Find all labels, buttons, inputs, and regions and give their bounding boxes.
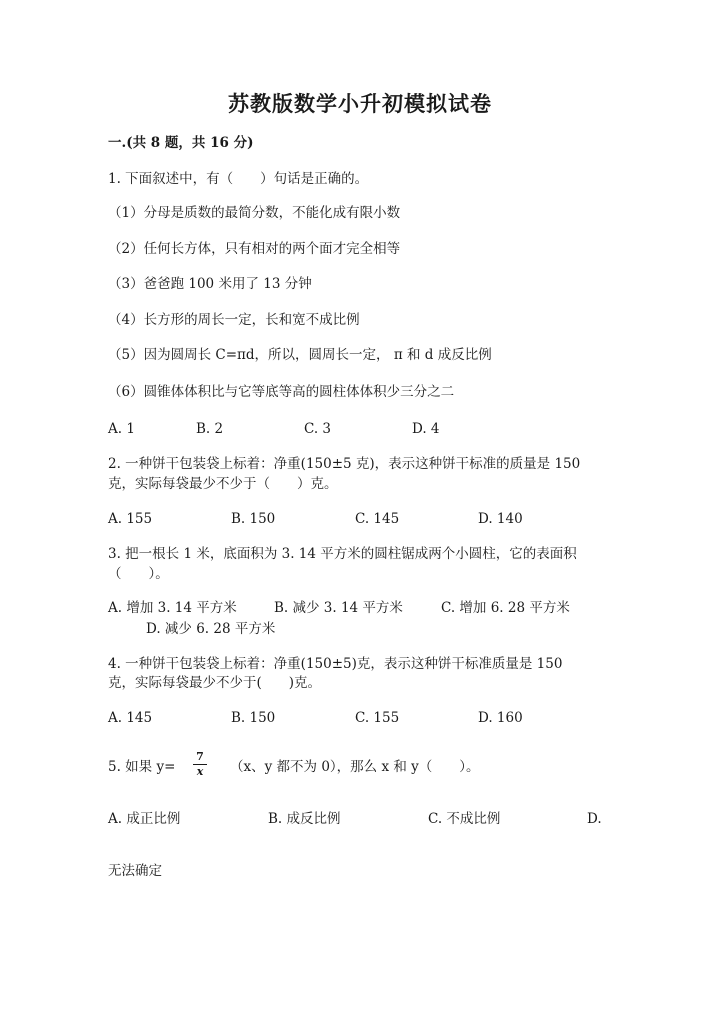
q1-option-c: C. 3 xyxy=(304,421,332,437)
q2-stem-line1: 2. 一种饼干包装袋上标着：净重(150±5 克)，表示这种饼干标准的质量是 150 xyxy=(108,456,581,472)
q2-option-c: C. 145 xyxy=(355,511,400,527)
q4-option-d: D. 160 xyxy=(478,710,523,726)
q5-option-c: C. 不成比例 xyxy=(428,811,501,827)
q5-fraction xyxy=(193,751,207,778)
q4-option-c: C. 155 xyxy=(355,710,400,726)
q2-stem-line2: 克，实际每袋最少不少于（ ）克。 xyxy=(108,476,338,492)
q2-option-a: A. 155 xyxy=(108,511,153,527)
q4-option-a: A. 145 xyxy=(108,710,153,726)
q1-statement: （1）分母是质数的最简分数，不能化成有限小数 xyxy=(108,205,401,221)
q1-option-a: A. 1 xyxy=(108,421,135,437)
q1-statement: （2）任何长方体，只有相对的两个面才完全相等 xyxy=(108,241,401,257)
q4-stem-line1: 4. 一种饼干包装袋上标着：净重(150±5)克，表示这种饼干标准质量是 150 xyxy=(108,656,563,672)
q5-option-b: B. 成反比例 xyxy=(268,811,341,827)
q4-stem-line2: 克，实际每袋最少不少于( )克。 xyxy=(108,675,322,691)
q5-fraction-denominator: x xyxy=(196,765,204,778)
q5-stem-prefix: 5. 如果 y= xyxy=(108,759,176,775)
page-title: 苏教版数学小升初模拟试卷 xyxy=(228,91,492,116)
q2-option-d: D. 140 xyxy=(478,511,523,527)
q3-option-c: C. 增加 6. 28 平方米 xyxy=(441,600,570,616)
q5-fraction-numerator: 7 xyxy=(193,751,207,765)
q3-stem-line2: （ ）。 xyxy=(108,566,169,582)
q5-option-d: D. xyxy=(587,811,602,827)
q5-stem-suffix: （x、y 都不为 0），那么 x 和 y（ ）。 xyxy=(230,759,480,775)
q5-option-d-text: 无法确定 xyxy=(108,863,162,879)
q1-statement: （5）因为圆周长 C=πd，所以，圆周长一定， π 和 d 成反比例 xyxy=(108,347,492,363)
q2-option-b: B. 150 xyxy=(231,511,276,527)
q1-option-d: D. 4 xyxy=(412,421,440,437)
q1-statement: （4）长方形的周长一定，长和宽不成比例 xyxy=(108,312,360,328)
q1-option-b: B. 2 xyxy=(196,421,224,437)
q4-option-b: B. 150 xyxy=(231,710,276,726)
section-header: 一.(共 8 题，共 16 分) xyxy=(108,135,254,151)
q3-option-d: D. 减少 6. 28 平方米 xyxy=(146,621,276,637)
q3-option-b: B. 减少 3. 14 平方米 xyxy=(274,600,403,616)
q5-option-a: A. 成正比例 xyxy=(108,811,181,827)
q1-statement: （3）爸爸跑 100 米用了 13 分钟 xyxy=(108,276,312,292)
q3-option-a: A. 增加 3. 14 平方米 xyxy=(108,600,237,616)
q1-stem: 1. 下面叙述中，有（ ）句话是正确的。 xyxy=(108,171,369,187)
q3-stem-line1: 3. 把一根长 1 米，底面积为 3. 14 平方米的圆柱锯成两个小圆柱，它的表面积 xyxy=(108,546,577,562)
q1-statement: （6）圆锥体体积比与它等底等高的圆柱体体积少三分之二 xyxy=(108,384,455,400)
